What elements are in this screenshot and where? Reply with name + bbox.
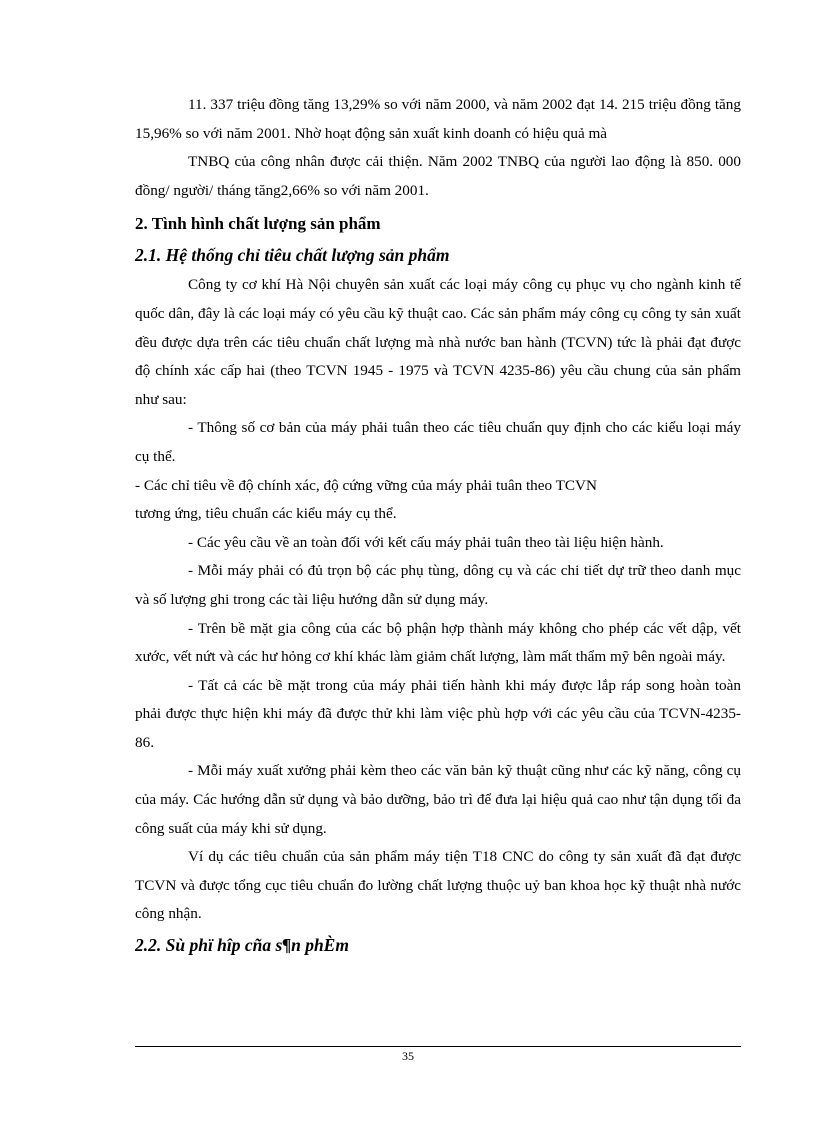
page-number: 35 [402,1049,414,1063]
list-item-safety: - Các yêu cầu về an toàn đối với kết cấu máy phải tuân theo tài liệu hiện hành. [188,533,664,551]
list-item-spare-parts: - Mỗi máy phải có đủ trọn bộ các phụ tùng, dông cụ và các chi tiết dự trữ theo danh mục và số lượng ghi trong các tài liệu hướng dẫn sử dụng máy. [135,562,741,608]
list-item-inner-surfaces: - Tất cả các bề mặt trong của máy phải tiến hành khi máy được lắp ráp song hoàn toàn phải được thực hiện khi máy đã được thử khi làm việc phù hợp với các yêu cầu của TCVN-4235-86. [135,676,741,751]
paragraph-example-t18: Ví dụ các tiêu chuẩn của sản phẩm máy tiện T18 CNC do công ty sản xuất đã đạt được TCVN và được tổng cục tiêu chuẩn đo lường chất lượng thuộc uỷ ban khoa học kỹ thuật nhà nước công nhận. [135,848,741,923]
paragraph-company-intro: Công ty cơ khí Hà Nội chuyên sản xuất các loại máy công cụ phục vụ cho ngành kinh tế quốc dân, đây là các loại máy có yêu cầu kỹ thuật cao. Các sản phẩm máy công cụ công ty sản xuất đều được dựa trên các tiêu chuẩn chất lượng mà nhà nước ban hành (TCVN) tức là phải đạt được độ chính xác cấp hai (theo TCVN 1945 - 1975 và TCVN 4235-86) yêu cầu chung của sản phẩm như sau: [135,276,741,408]
subsection-heading-conformity: 2.2. Sù phï hîp cña s¶n phÈm [135,935,349,956]
list-item-accuracy-continued: tương ứng, tiêu chuẩn các kiểu máy cụ thể. [135,505,397,523]
subsection-heading-criteria: 2.1. Hệ thống chỉ tiêu chất lượng sản phẩm [135,245,450,266]
list-item-accuracy: - Các chỉ tiêu về độ chính xác, độ cứng vững của máy phải tuân theo TCVN [135,476,597,494]
body-text [135,91,741,961]
list-item-surface-defects: - Trên bề mặt gia công của các bộ phận hợp thành máy không cho phép các vết dập, vết xước, vết nứt và các hư hỏng cơ khí khác làm giảm chất lượng, làm mất thẩm mỹ bên ngoài máy. [135,619,741,666]
section-heading-quality: 2. Tình hình chất lượng sản phẩm [135,214,381,234]
list-item-documentation: - Mỗi máy xuất xưởng phải kèm theo các văn bản kỹ thuật cũng như các kỹ năng, công cụ của máy. Các hướng dẫn sử dụng và bảo dưỡng, bảo trì để đưa lại hiệu quả cao như tận dụng tối đa công suất của máy khi sử dụng. [135,762,741,837]
list-item-basic-params: - Thông số cơ bản của máy phải tuân theo các tiêu chuẩn quy định cho các kiểu loại máy cụ thể. [135,419,741,465]
paragraph-income-growth: 11. 337 triệu đồng tăng 13,29% so với năm 2000, và năm 2002 đạt 14. 215 triệu đồng tăng 15,96% so với năm 2001. Nhờ hoạt động sản xuất kinh doanh có hiệu quả mà [135,96,741,142]
footer-divider [135,1046,741,1047]
paragraph-average-income: TNBQ của công nhân được cải thiện. Năm 2002 TNBQ của người lao động là 850. 000 đồng/ người/ tháng tăng2,66% so với năm 2001. [135,153,741,199]
